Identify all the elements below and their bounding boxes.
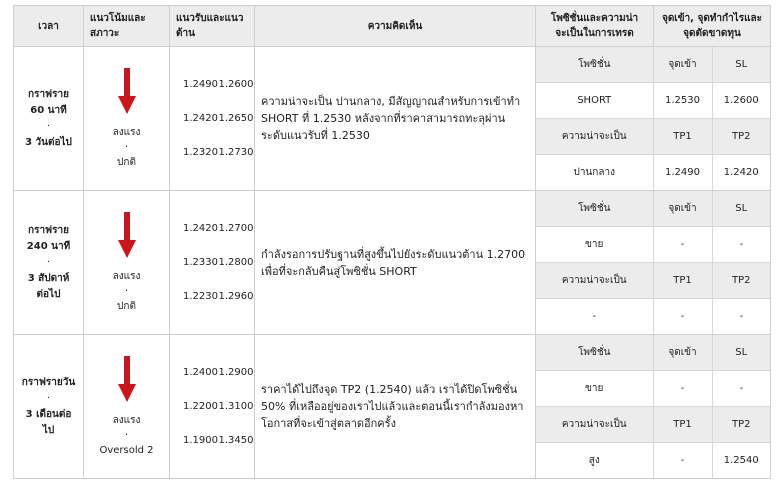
grid-header-row bbox=[536, 335, 770, 371]
sr-level-row bbox=[170, 223, 254, 234]
grid-header-row bbox=[536, 263, 770, 299]
resistance-level: 1.2600 bbox=[218, 79, 254, 90]
grid-header-row bbox=[536, 47, 770, 83]
header-position bbox=[536, 6, 654, 46]
sr-level-row bbox=[170, 435, 254, 446]
header-pos-line1: โพซิชั่นและความน่า bbox=[550, 13, 639, 24]
grid-entry-label: จุดเข้า bbox=[653, 335, 712, 371]
grid-tp1-value: - bbox=[653, 443, 712, 479]
grid-entry-value: - bbox=[653, 227, 712, 263]
grid-probability-value: สูง bbox=[536, 443, 653, 479]
grid-value-row bbox=[536, 371, 770, 407]
position-grid bbox=[536, 47, 770, 190]
trend-state: Oversold 2 bbox=[99, 444, 154, 456]
trend-strength: ลงแรง bbox=[112, 414, 141, 426]
timeframe-label-c: 3 เดือนต่อ bbox=[25, 408, 72, 420]
timeframe-label-d: ไป bbox=[42, 424, 55, 436]
sr-level-row bbox=[170, 257, 254, 268]
trend-dot: · bbox=[124, 141, 129, 153]
grid-position-value: ขาย bbox=[536, 227, 653, 263]
timeframe-dot: · bbox=[46, 120, 51, 132]
resistance-level: 1.3450 bbox=[218, 435, 254, 446]
trend-strength: ลงแรง bbox=[112, 270, 141, 282]
header-comment: ความคิดเห็น bbox=[255, 6, 536, 47]
grid-tp2-value: - bbox=[712, 299, 770, 335]
grid-tp1-value: - bbox=[653, 299, 712, 335]
support-level: 1.2230 bbox=[183, 291, 218, 302]
grid-tp2-label: TP2 bbox=[712, 119, 770, 155]
resistance-level: 1.2730 bbox=[218, 147, 254, 158]
resistance-level: 1.2700 bbox=[218, 223, 254, 234]
timeframe-cell bbox=[14, 47, 84, 191]
header-time: เวลา bbox=[14, 6, 84, 47]
grid-entry-label: จุดเข้า bbox=[653, 191, 712, 227]
resistance-level: 1.3100 bbox=[218, 401, 254, 412]
grid-tp2-value: 1.2420 bbox=[712, 155, 770, 191]
header-trend-line2: สภาวะ bbox=[90, 28, 120, 39]
sr-level-row bbox=[170, 291, 254, 302]
position-grid bbox=[536, 191, 770, 334]
resistance-level: 1.2960 bbox=[218, 291, 254, 302]
support-resistance-cell bbox=[170, 47, 255, 191]
header-position-entry bbox=[536, 6, 771, 47]
resistance-level: 1.2650 bbox=[218, 113, 254, 124]
table-row bbox=[14, 191, 771, 335]
grid-position-value: SHORT bbox=[536, 83, 653, 119]
grid-sl-value: - bbox=[712, 371, 770, 407]
support-level: 1.2490 bbox=[183, 79, 218, 90]
support-level: 1.2420 bbox=[183, 223, 218, 234]
grid-sl-value: - bbox=[712, 227, 770, 263]
header-trend-line1: แนวโน้มและ bbox=[90, 13, 146, 24]
resistance-level: 1.2800 bbox=[218, 257, 254, 268]
grid-value-row bbox=[536, 227, 770, 263]
position-grid bbox=[536, 335, 770, 478]
grid-sl-label: SL bbox=[712, 335, 770, 371]
header-pos-line2: จะเป็นในการเทรด bbox=[555, 28, 634, 39]
timeframe-label-d: ต่อไป bbox=[36, 288, 61, 300]
trend-cell bbox=[84, 335, 170, 479]
trend-dot: · bbox=[124, 285, 129, 297]
grid-tp2-label: TP2 bbox=[712, 263, 770, 299]
support-resistance-cell bbox=[170, 191, 255, 335]
grid-header-row bbox=[536, 119, 770, 155]
grid-position-label: โพซิชั่น bbox=[536, 335, 653, 371]
sr-level-row bbox=[170, 367, 254, 378]
timeframe-label-c: 3 สัปดาห์ bbox=[27, 272, 70, 284]
trading-signals-table bbox=[13, 5, 771, 479]
support-level: 1.1900 bbox=[183, 435, 218, 446]
grid-entry-value: 1.2530 bbox=[653, 83, 712, 119]
sr-level-row bbox=[170, 401, 254, 412]
trend-strength: ลงแรง bbox=[112, 126, 141, 138]
grid-sl-label: SL bbox=[712, 191, 770, 227]
grid-probability-label: ความน่าจะเป็น bbox=[536, 263, 653, 299]
header-support-resistance bbox=[170, 6, 255, 47]
timeframe-cell bbox=[14, 335, 84, 479]
header-sr-line1: แนวรับและแนว bbox=[176, 13, 244, 24]
grid-entry-value: - bbox=[653, 371, 712, 407]
grid-probability-label: ความน่าจะเป็น bbox=[536, 407, 653, 443]
grid-value-row bbox=[536, 443, 770, 479]
sr-level-row bbox=[170, 147, 254, 158]
table-row bbox=[14, 47, 771, 191]
grid-probability-value: ปานกลาง bbox=[536, 155, 653, 191]
grid-tp1-label: TP1 bbox=[653, 119, 712, 155]
grid-tp2-value: 1.2540 bbox=[712, 443, 770, 479]
trend-dot: · bbox=[124, 429, 129, 441]
support-resistance-cell bbox=[170, 335, 255, 479]
trend-state: ปกติ bbox=[117, 156, 136, 168]
timeframe-dot: · bbox=[46, 392, 51, 404]
grid-sl-value: 1.2600 bbox=[712, 83, 770, 119]
header-entry-line1: จุดเข้า, จุดทำกำไรและ bbox=[661, 13, 763, 24]
comment-cell: ความน่าจะเป็น ปานกลาง, มีสัญญาณสำหรับการเข้าทำ SHORT ที่ 1.2530 หลังจากที่ราคาสามารถทะลุผ่านระดับแนวรับที่ 1.2530 bbox=[255, 47, 536, 191]
header-sr-line2: ต้าน bbox=[176, 28, 195, 39]
trend-cell bbox=[84, 191, 170, 335]
header-entry-line2: จุดตัดขาดทุน bbox=[683, 28, 741, 39]
timeframe-label-a: กราฟราย bbox=[28, 88, 69, 100]
comment-cell: กำลังรอการปรับฐานที่สูงขึ้นไปยังระดับแนวต้าน 1.2700 เพื่อที่จะกลับคืนสู่โพซิชั่น SHORT bbox=[255, 191, 536, 335]
timeframe-dot: · bbox=[46, 256, 51, 268]
support-level: 1.2320 bbox=[183, 147, 218, 158]
grid-position-label: โพซิชั่น bbox=[536, 47, 653, 83]
position-grid-cell bbox=[536, 191, 771, 335]
grid-value-row bbox=[536, 83, 770, 119]
sr-level-row bbox=[170, 113, 254, 124]
down-arrow-icon bbox=[118, 356, 136, 407]
timeframe-label-a: กราฟรายวัน bbox=[21, 376, 76, 388]
grid-value-row bbox=[536, 155, 770, 191]
timeframe-label-b: 60 นาที bbox=[30, 104, 67, 116]
header-trend bbox=[84, 6, 170, 47]
table-row bbox=[14, 335, 771, 479]
timeframe-cell bbox=[14, 191, 84, 335]
support-level: 1.2330 bbox=[183, 257, 218, 268]
timeframe-label-c: 3 วันต่อไป bbox=[25, 136, 72, 148]
grid-tp2-label: TP2 bbox=[712, 407, 770, 443]
support-level: 1.2200 bbox=[183, 401, 218, 412]
grid-probability-label: ความน่าจะเป็น bbox=[536, 119, 653, 155]
header-row bbox=[14, 6, 771, 47]
support-level: 1.2420 bbox=[183, 113, 218, 124]
down-arrow-icon bbox=[118, 68, 136, 119]
timeframe-label-a: กราฟราย bbox=[28, 224, 69, 236]
comment-cell: ราคาได้ไปถึงจุด TP2 (1.2540) แล้ว เราได้ปิดโพซิชั่น 50% ที่เหลืออยู่ของเราไปแล้วและตอนนี้เรากำลังมองหาโอกาสที่จะเข้าสู่ตลาดอีกครั้ง bbox=[255, 335, 536, 479]
grid-position-label: โพซิชั่น bbox=[536, 191, 653, 227]
grid-header-row bbox=[536, 191, 770, 227]
grid-tp1-value: 1.2490 bbox=[653, 155, 712, 191]
position-grid-cell bbox=[536, 335, 771, 479]
down-arrow-icon bbox=[118, 212, 136, 263]
grid-value-row bbox=[536, 299, 770, 335]
support-level: 1.2400 bbox=[183, 367, 218, 378]
trend-state: ปกติ bbox=[117, 300, 136, 312]
grid-tp1-label: TP1 bbox=[653, 263, 712, 299]
position-grid-cell bbox=[536, 47, 771, 191]
sr-level-row bbox=[170, 79, 254, 90]
header-entry bbox=[654, 6, 770, 46]
grid-tp1-label: TP1 bbox=[653, 407, 712, 443]
grid-sl-label: SL bbox=[712, 47, 770, 83]
grid-header-row bbox=[536, 407, 770, 443]
trend-cell bbox=[84, 47, 170, 191]
grid-position-value: ขาย bbox=[536, 371, 653, 407]
timeframe-label-b: 240 นาที bbox=[26, 240, 71, 252]
grid-probability-value: - bbox=[536, 299, 653, 335]
grid-entry-label: จุดเข้า bbox=[653, 47, 712, 83]
resistance-level: 1.2900 bbox=[218, 367, 254, 378]
